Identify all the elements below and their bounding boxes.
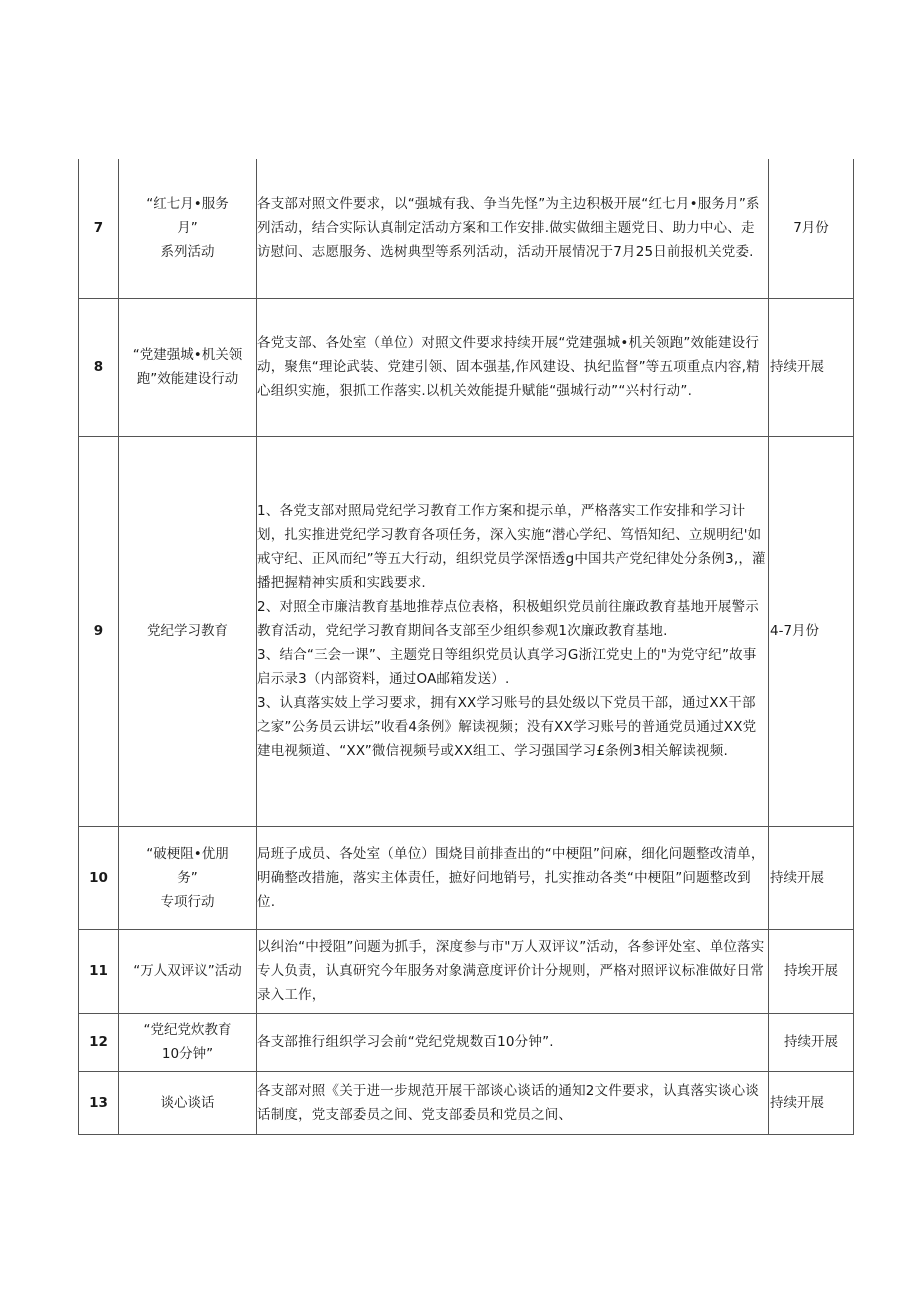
activity-schedule-table — [78, 159, 854, 1135]
row-number: 7 — [79, 159, 119, 298]
activity-content: 各支部推行组织学习会前“党纪党规数百10分钟”. — [257, 1013, 769, 1071]
activity-name-line: 谈心谈话 — [160, 1094, 215, 1111]
table-row — [79, 1013, 854, 1071]
activity-name — [119, 159, 257, 298]
row-number: 13 — [79, 1071, 119, 1134]
content-paragraph: 3、认真落实妓上学习要求，拥有XX学习账号的县处级以下党员干部，通过XX干部之家”公务员云讲坛”收看4条例》解读视频；没有XX学习账号的普通党员通过XX党建电视频道、“XX”微信视频号或XX组工、学习强国学习£条例3相关解读视频. — [257, 695, 757, 759]
activity-name-line: 务” — [177, 869, 198, 886]
activity-name — [119, 1013, 257, 1071]
activity-time: 7月份 — [769, 159, 854, 298]
content-paragraph: 2、对照全市廉洁教育基地推荐点位表格，积极蛆织党员前往廉政教育基地开展警示教育活动，党纪学习教育期间各支部至少组织参观1次廉政教育基地. — [257, 599, 759, 639]
activity-content: 各支部对照《关于进一步规范开展干部谈心谈话的通知2文件要求，认真落实谈心谈话制度，党支部委员之间、党支部委员和党员之间、 — [257, 1071, 769, 1134]
activity-name-line: “红七月•服务 — [146, 196, 229, 213]
activity-name-line: “万人双评议”活动 — [133, 963, 242, 979]
table-row — [79, 1071, 854, 1134]
activity-time: 持续开展 — [769, 298, 854, 436]
activity-name-line: 10分钟” — [161, 1046, 214, 1062]
activity-content: 以纠治“中授阻”问题为抓手，深度参与市"万人双评议”活动，各参评处室、单位落实专人负责，认真研究今年服务对象满意度评价计分规则，严格对照评议标准做好日常录入工作， — [257, 929, 769, 1013]
activity-name-line: 月” — [177, 220, 198, 237]
table-row — [79, 929, 854, 1013]
activity-content: 各支部对照文件要求，以“强城有我、争当先怪”为主边积极开展“红七月•服务月”系列活动，结合实际认真制定活动方案和工作安排.做实做细主题党日、助力中心、走访慰问、志愿服务、选树典型等系列活动，活动开展情况于7月25日前报机关党委. — [257, 159, 769, 298]
activity-time: 4-7月份 — [769, 436, 854, 826]
row-number: 8 — [79, 298, 119, 436]
activity-name-line: “破梗阻•优朋 — [146, 845, 229, 862]
activity-time: 持续开展 — [769, 1013, 854, 1071]
activity-time: 持续开展 — [769, 1071, 854, 1134]
activity-name-line: “党建强城•机关领 — [132, 347, 243, 363]
activity-name — [119, 826, 257, 929]
activity-time: 持续开展 — [769, 826, 854, 929]
row-number: 11 — [79, 929, 119, 1013]
activity-name-line: 系列活动 — [160, 244, 215, 261]
activity-name — [119, 1071, 257, 1134]
row-number: 10 — [79, 826, 119, 929]
content-paragraph: 3、结合“三会一课”、主题党日等组织党员认真学习G浙江党史上的"为党守纪”故事启示录3（内部资料，通过OA邮箱发送）. — [257, 647, 757, 687]
activity-name-line: 专项行动 — [160, 893, 215, 910]
row-number: 12 — [79, 1013, 119, 1071]
activity-content: 各党支部、各处室（单位）对照文件要求持续开展“党建强城•机关领跑”效能建设行动，聚焦“理论武装、党建引领、固本强基,作风建设、执纪监督”等五项重点内容,精心组织实施，狠抓工作落实.以机关效能提升赋能“强城行动”“兴村行动”. — [257, 298, 769, 436]
table-row — [79, 436, 854, 826]
activity-name — [119, 298, 257, 436]
activity-name-line: 跑”效能建设行动 — [136, 371, 239, 387]
activity-name-line: 党纪学习教育 — [147, 623, 228, 639]
activity-time: 持埃开展 — [769, 929, 854, 1013]
table-row — [79, 826, 854, 929]
activity-content — [257, 436, 769, 826]
row-number: 9 — [79, 436, 119, 826]
content-paragraph: 1、各党支部对照局党纪学习教育工作方案和提示单，严格落实工作安排和学习计划，扎实推进党纪学习教育各项任务，深入实施“潜心学纪、笃悟知纪、立规明纪'如戒守纪、正风而纪”等五大行动，组织党员学深悟透g中国共产党纪律处分条例3,，灌播把握精神实质和实践要求. — [257, 503, 766, 591]
activity-content: 局班子成员、各处室（单位）围烧目前排查出的“中梗阻”问麻，细化问题整改清单，明确整改措施，落实主体责任，摭好问地销号，扎实推动各类“中梗阻”问题整改到位. — [257, 826, 769, 929]
table-row — [79, 298, 854, 436]
activity-name-line: “党纪党炊教育 — [143, 1022, 232, 1038]
activity-name — [119, 929, 257, 1013]
activity-name — [119, 436, 257, 826]
table-row — [79, 159, 854, 298]
